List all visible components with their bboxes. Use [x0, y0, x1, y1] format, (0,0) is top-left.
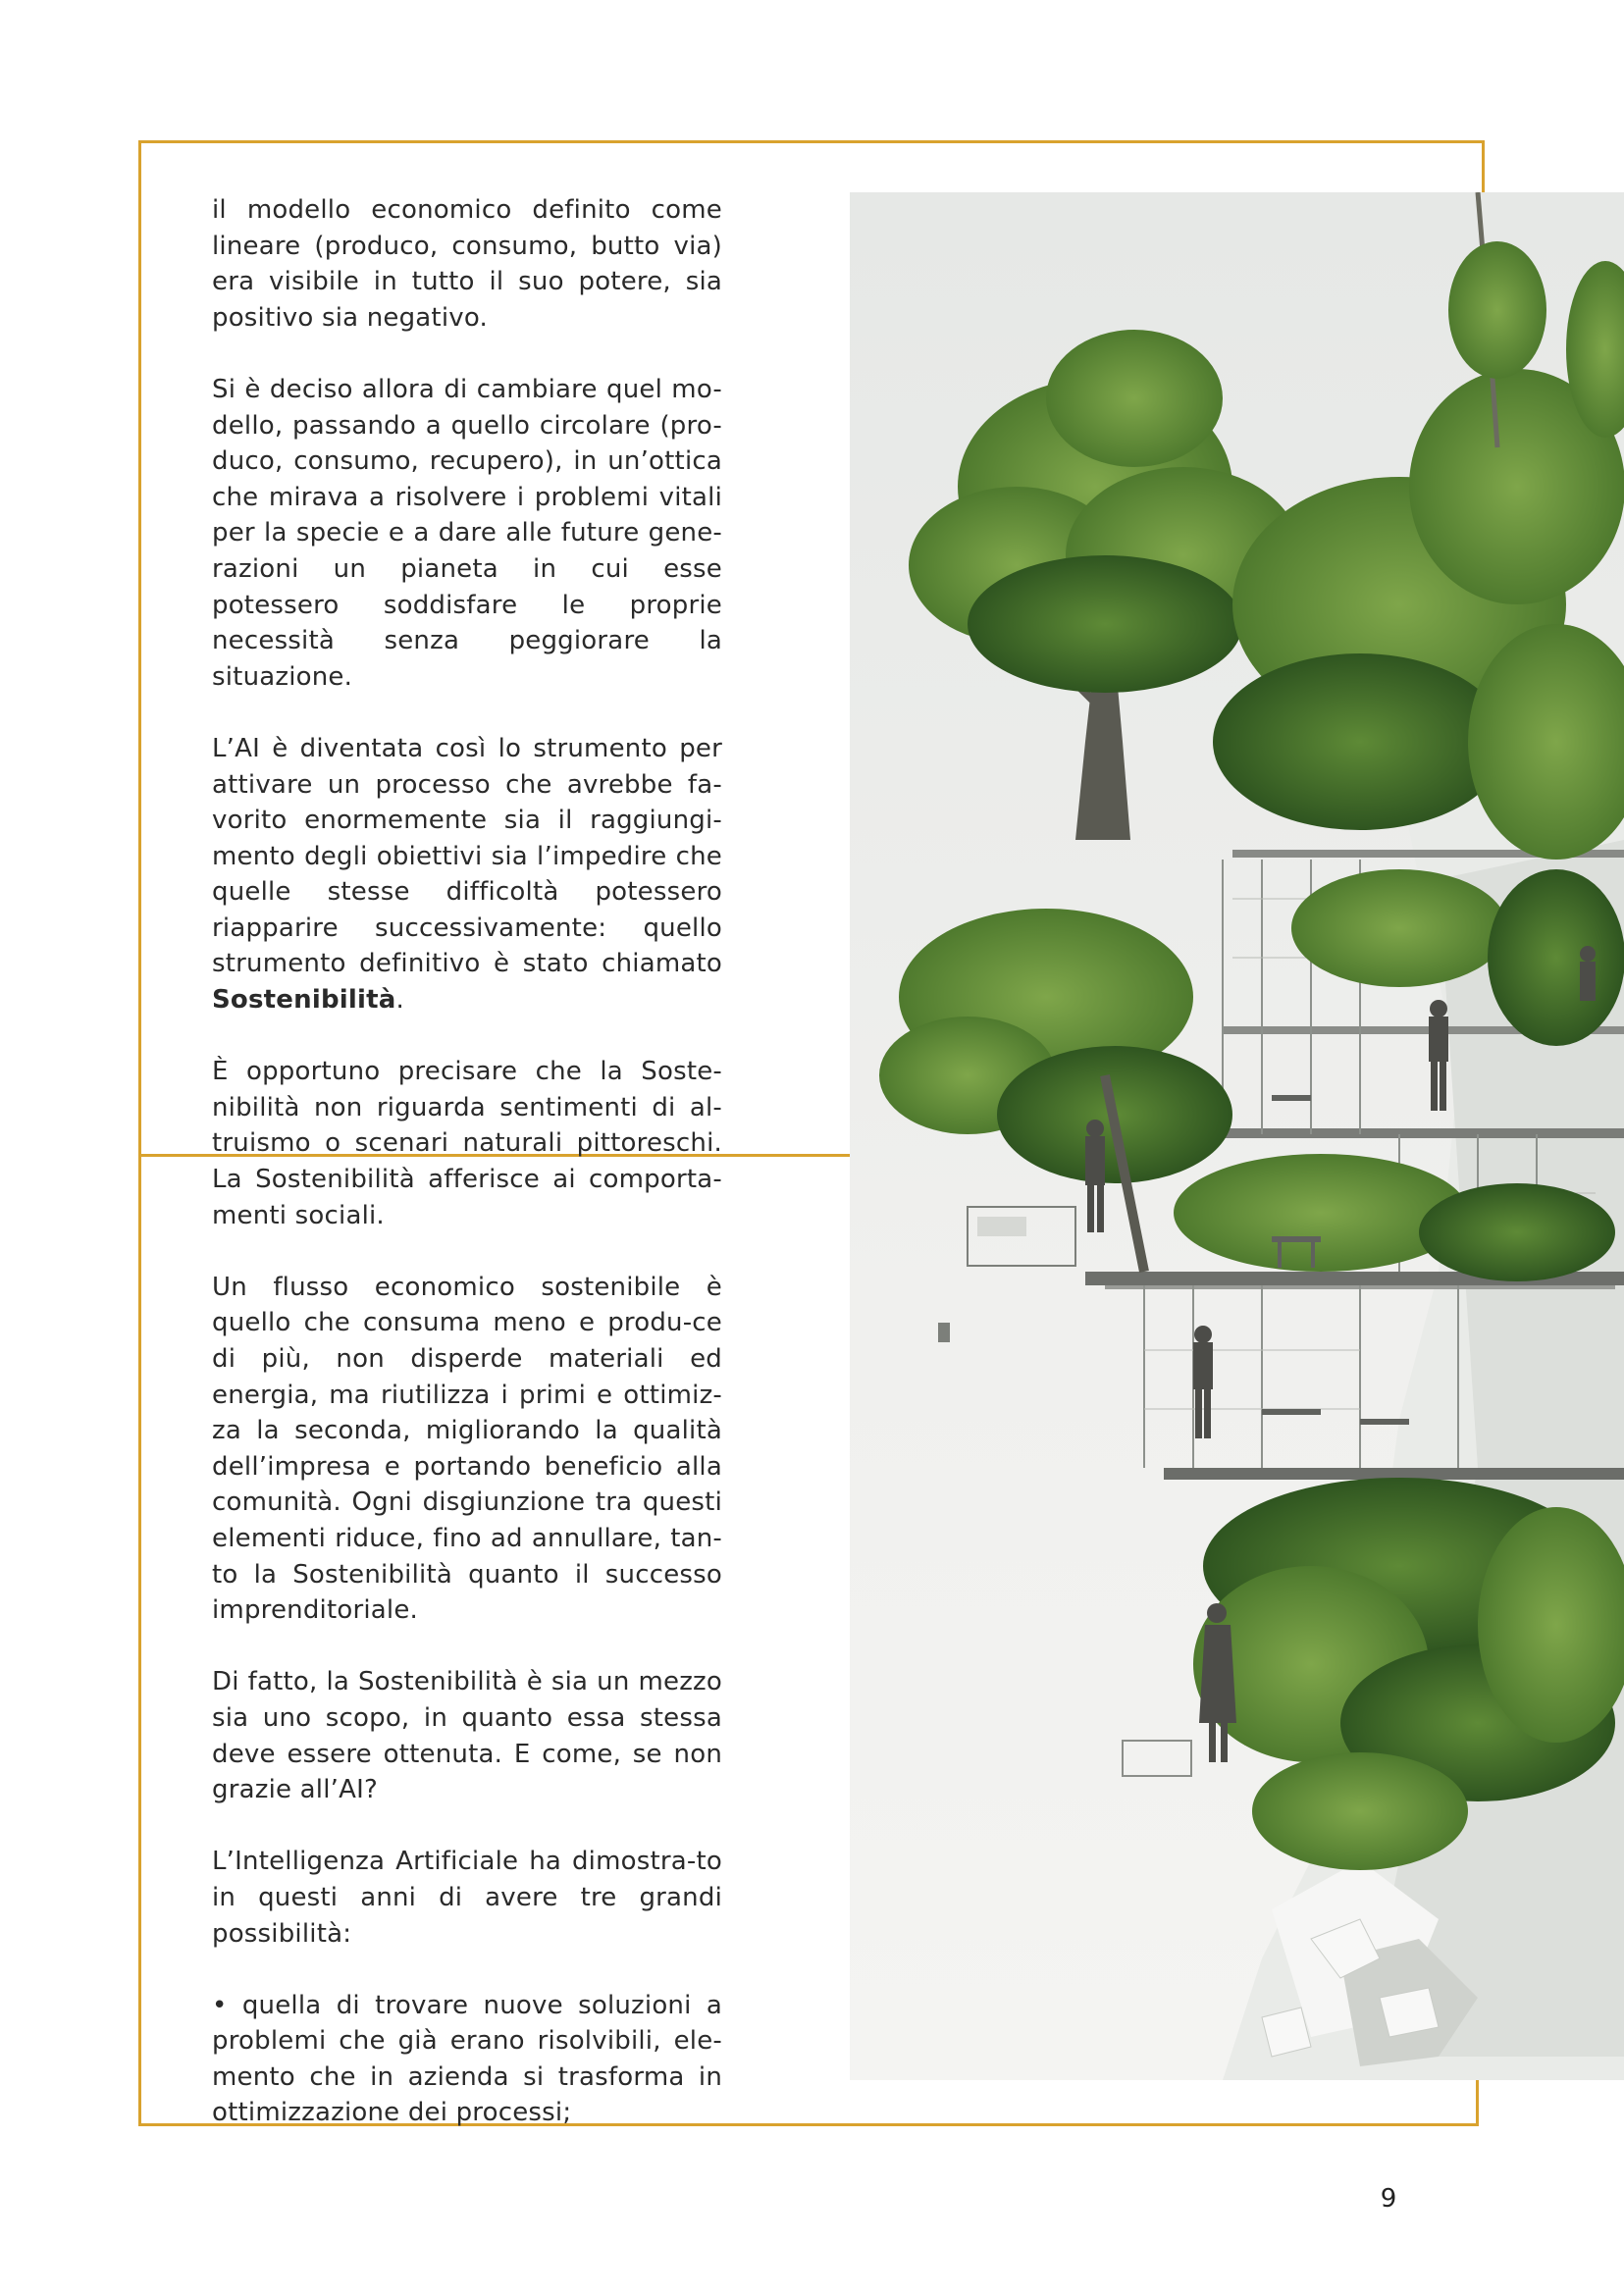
paragraph-ai-possibilities: L’Intelligenza Artificiale ha dimostra-to in questi anni di avere tre grandi possibilità: — [212, 1847, 722, 1949]
ai-text-before: L’AI è diventata così lo strumento per attivare un processo che avrebbe fa-vorito enormemente sia il raggiungi-mento degli obiettivi sia l’impedire che quelle stesse difficoltà potessero riapparire successivamente: quello strumento definitivo è stato chiamato — [212, 733, 722, 979]
paragraph-linear-model: il modello economico definito come lineare (produco, consumo, butto via) era visibile in tutto il suo potere, sia positivo sia negativo. — [212, 195, 722, 333]
ai-text-after: . — [395, 985, 404, 1016]
paragraph-sustainability-definition: È opportuno precisare che la Soste-nibilità non riguarda sentimenti di al-truismo o scenari naturali pittoreschi. La Sostenibilità afferisce ai comporta-menti sociali. — [212, 1057, 722, 1230]
page-frame-left — [138, 1148, 141, 2126]
sustainability-keyword: Sostenibilità — [212, 985, 396, 1016]
bullet-item-new-solutions: • quella di trovare nuove soluzioni a problemi che già erano risolvibili, ele-mento che in azienda si trasforma in ottimizzazione dei processi; — [212, 1990, 722, 2128]
paragraph-circular-model: Si è deciso allora di cambiare quel mo-dello, passando a quello circolare (pro-duco, consumo, recupero), in un’ottica che mirava a risolvere i problemi vitali per la specie e a dare alle future gene-razioni un pianeta in cui esse potessero soddisfare le proprie necessità senza peggiorare la situazione. — [212, 374, 722, 692]
paragraph-means-and-end: Di fatto, la Sostenibilità è sia un mezzo sia uno scopo, in quanto essa stessa deve essere ottenuta. E come, se non grazie all’AI? — [212, 1667, 722, 1805]
body-text-column — [212, 192, 722, 2167]
paragraph-ai-tool — [212, 731, 722, 1018]
page-number: 9 — [1380, 2184, 1397, 2214]
paragraph-economic-flow: Un flusso economico sostenibile è quello che consuma meno e produ-ce di più, non disperde materiali ed energia, ma riutilizza i primi e ottimiz-za la seconda, migliorando la qualità dell’impresa e portando beneficio alla comunità. Ogni disgiunzione tra questi elementi riduce, fino ad annullare, tan-to la Sostenibilità quanto il successo imprenditoriale. — [212, 1272, 722, 1626]
illustration-vertical-garden-building — [850, 192, 1624, 2080]
